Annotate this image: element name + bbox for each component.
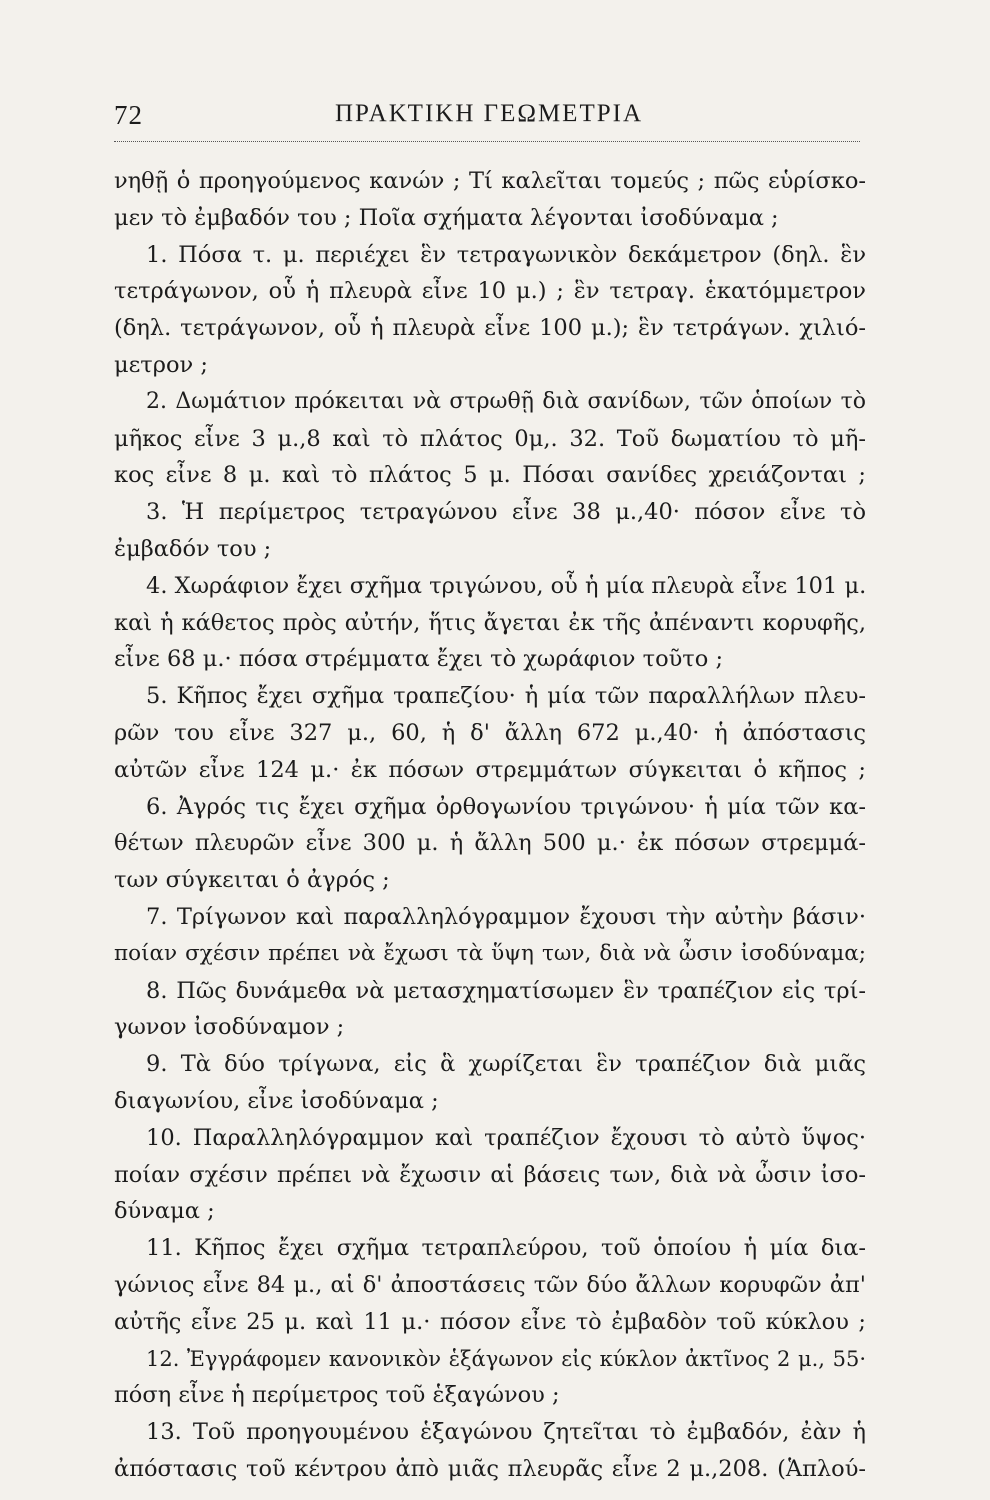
text-line: πόση εἶνε ἡ περίμετρος τοῦ ἑξαγώνου ; [114,1382,560,1409]
text-line: μῆκος εἶνε 3 μ.,8 καὶ τὸ πλάτος 0μ,. 32. Τοῦ δωματίου τὸ μῆ- [114,425,866,452]
text-line: κος εἶνε 8 μ. καὶ τὸ πλάτος 5 μ. Πόσαι σανίδες χρειάζονται ; [114,462,866,489]
text-line: θέτων πλευρῶν εἶνε 300 μ. ἡ ἄλλη 500 μ.· ἐκ πόσων στρεμμά- [114,830,866,857]
text-line: ποίαν σχέσιν πρέπει νὰ ἔχωσι τὰ ὕψη των, διὰ νὰ ὦσιν ἰσοδύναμα; [114,940,866,966]
text-line: εἶνε 68 μ.· πόσα στρέμματα ἔχει τὸ χωράφιον τοῦτο ; [114,646,724,673]
page-header [114,100,860,140]
text-line: ἀπόστασις τοῦ κέντρου ἀπὸ μιᾶς πλευρᾶς εἶνε 2 μ.,208. (Ἁπλού- [114,1455,866,1482]
text-line: των σύγκειται ὁ ἀγρός ; [114,867,390,894]
text-line: 8. Πῶς δυνάμεθα νὰ μετασχηματίσωμεν ἓν τραπέζιον εἰς τρί- [146,977,866,1004]
text-line: 13. Τοῦ προηγουμένου ἑξαγώνου ζητεῖται τὸ ἐμβαδόν, ἐὰν ἡ [146,1419,866,1446]
text-line: τετράγωνον, οὗ ἡ πλευρὰ εἶνε 10 μ.) ; ἓν τετραγ. ἑκατόμμετρον [114,278,866,305]
text-line: 7. Τρίγωνον καὶ παραλληλόγραμμον ἔχουσι τὴν αὐτὴν βάσιν· [146,903,866,930]
text-line: 5. Κῆπος ἔχει σχῆμα τραπεζίου· ἡ μία τῶν παραλλήλων πλευ- [146,683,866,710]
text-line: 4. Χωράφιον ἔχει σχῆμα τριγώνου, οὗ ἡ μία πλευρὰ εἶνε 101 μ. [146,572,867,599]
text-line: αὐτῶν εἶνε 124 μ.· ἐκ πόσων στρεμμάτων σύγκειται ὁ κῆπος ; [114,756,866,783]
text-line: μεν τὸ ἐμβαδόν του ; Ποῖα σχήματα λέγονται ἰσοδύναμα ; [114,204,779,231]
text-line: 6. Ἀγρός τις ἔχει σχῆμα ὀρθογωνίου τριγώνου· ἡ μία τῶν κα- [146,793,866,820]
text-line: 9. Τὰ δύο τρίγωνα, εἰς ἃ χωρίζεται ἓν τραπέζιον διὰ μιᾶς [146,1051,866,1078]
text-line: 1. Πόσα τ. μ. περιέχει ἓν τετραγωνικὸν δεκάμετρον (δηλ. ἓν [146,241,866,268]
text-line: καὶ ἡ κάθετος πρὸς αὐτήν, ἥτις ἄγεται ἐκ τῆς ἀπέναντι κορυφῆς, [114,609,866,636]
text-line: 10. Παραλληλόγραμμον καὶ τραπέζιον ἔχουσι τὸ αὐτὸ ὕψος· [146,1124,866,1151]
text-line: (δηλ. τετράγωνον, οὗ ἡ πλευρὰ εἶνε 100 μ.); ἓν τετράγων. χιλιό- [114,315,866,342]
exercise-text [114,163,866,1488]
text-line: γωνον ἰσοδύναμον ; [114,1014,345,1041]
text-line: δύναμα ; [114,1198,215,1225]
text-line: 12. Ἐγγράφομεν κανονικὸν ἑξάγωνον εἰς κύκλον ἀκτῖνος 2 μ., 55· [146,1346,866,1371]
text-line: ρῶν του εἶνε 327 μ., 60, ἡ δ' ἄλλη 672 μ.,40· ἡ ἀπόστασις [114,719,866,746]
text-line: 11. Κῆπος ἔχει σχῆμα τετραπλεύρου, τοῦ ὁποίου ἡ μία δια- [146,1235,866,1262]
page-number: 72 [114,100,143,130]
text-line: διαγωνίου, εἶνε ἰσοδύναμα ; [114,1087,439,1114]
running-title: ΠΡΑΚΤΙΚΗ ΓΕΩΜΕΤΡΙΑ [334,100,643,127]
text-line: μετρον ; [114,351,208,378]
text-line: γώνιος εἶνε 84 μ., αἱ δ' ἀποστάσεις τῶν δύο ἄλλων κορυφῶν ἀπ' [114,1271,866,1298]
text-line: νηθῇ ὁ προηγούμενος κανών ; Τί καλεῖται τομεύς ; πῶς εὑρίσκο- [114,168,866,194]
text-line: ποίαν σχέσιν πρέπει νὰ ἔχωσιν αἱ βάσεις των, διὰ νὰ ὦσιν ἰσο- [114,1161,866,1188]
text-line: ἐμβαδόν του ; [114,535,272,562]
text-line: 2. Δωμάτιον πρόκειται νὰ στρωθῇ διὰ σανίδων, τῶν ὁποίων τὸ [146,388,866,414]
header-divider [114,141,860,142]
text-line: αὐτῆς εἶνε 25 μ. καὶ 11 μ.· πόσον εἶνε τὸ ἐμβαδὸν τοῦ κύκλου ; [114,1308,866,1335]
text-line: 3. Ἡ περίμετρος τετραγώνου εἶνε 38 μ.,40· πόσον εἶνε τὸ [146,499,866,526]
